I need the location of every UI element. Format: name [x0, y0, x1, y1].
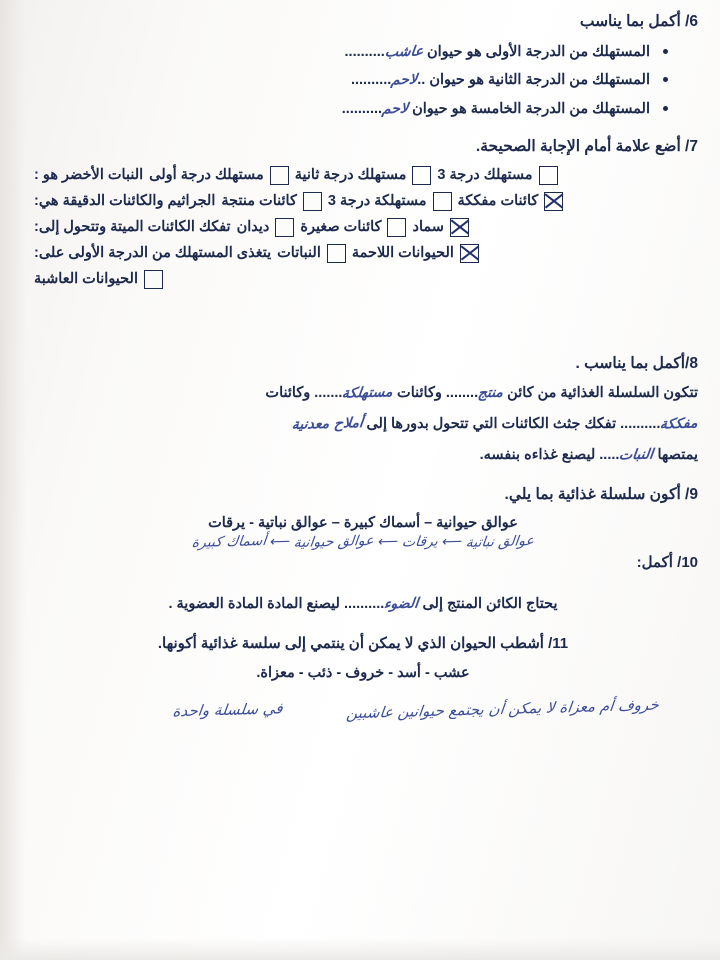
checkbox-icon[interactable] [327, 244, 346, 263]
list-item [28, 66, 668, 94]
question-8-block [28, 352, 698, 472]
q7-row-1 [28, 192, 698, 211]
q7-row-2-stem: تفكك الكائنات الميتة وتتحول إلى: [34, 219, 231, 236]
q6-item-0-dots: .......... [344, 44, 385, 61]
q7-row-0 [28, 166, 698, 185]
q8-line-2 [28, 409, 698, 440]
q7-option-2-0-label: ديدان [236, 219, 270, 236]
q6-item-1-dots: .......... [350, 72, 392, 89]
q7-option-3-1-label: الحيوانات اللاحمة [351, 245, 454, 262]
q11-items: عشب - أسد - خروف - ذئب - معزاة. [256, 665, 470, 682]
list-item [28, 95, 668, 123]
q7-option-1-0-label: كائنات منتجة [221, 193, 297, 210]
q7-option-1-1[interactable] [328, 192, 452, 211]
question-6-block [28, 10, 698, 123]
question-7-heading: 7/ أضع علامة أمام الإجابة الصحيحة. [475, 137, 698, 155]
q8-line2-answer-2: أملاح معدنية [290, 415, 364, 434]
question-6-heading: 6/ أكمل بما يناسب [579, 13, 698, 30]
q7-option-1-2[interactable] [458, 192, 564, 211]
q8-line-3 [28, 440, 698, 471]
checkbox-icon[interactable] [270, 166, 289, 185]
q7-option-1-2-label: كائنات مفككة [457, 193, 539, 210]
q8-dots-2: ....... [314, 384, 343, 401]
q7-row-0-stem: النبات الأخضر هو : [34, 167, 144, 184]
question-10-block [28, 551, 698, 619]
q8-line2-a: تفكك جثث الكائنات التي تتحول بدورها إلى [366, 416, 617, 433]
q6-item-2-dots: .......... [341, 100, 383, 117]
checkbox-icon[interactable] [387, 218, 406, 237]
checkbox-checked-icon[interactable] [460, 244, 479, 263]
q10-answer: الضوء [383, 595, 420, 613]
q8-line2-answer-1: مفككة [659, 415, 699, 433]
q8-line3-b: ليصنع غذاءه بنفسه. [479, 447, 596, 464]
q10-line-b: ليصنع المادة المادة العضوية . [168, 595, 340, 612]
checkbox-checked-icon[interactable] [450, 218, 469, 237]
q8-line1-answer-1: منتج [477, 384, 505, 402]
arrow-icon: ⟵ [377, 534, 399, 551]
q9-answer-1: يرقات [401, 533, 439, 551]
q6-item-2-text: المستهلك من الدرجة الخامسة هو حيوان [412, 100, 650, 117]
arrow-icon: ⟵ [441, 534, 463, 551]
q9-answer-0: عوالق نباتية [465, 533, 536, 552]
q7-option-0-1[interactable] [295, 166, 432, 185]
q6-item-0-text: المستهلك من الدرجة الأولى هو حيوان [426, 44, 650, 61]
question-9-heading: 9/ أكون سلسلة غذائية بما يلي. [504, 486, 698, 504]
q7-option-0-2[interactable] [437, 166, 557, 185]
q9-answer-chain [28, 533, 698, 551]
question-11-block [28, 632, 698, 726]
q7-option-1-0[interactable] [221, 192, 321, 211]
q10-line-a: يحتاج الكائن المنتج إلى [422, 595, 558, 612]
q10-dots: .......... [344, 595, 385, 612]
q7-option-3-1[interactable] [352, 244, 479, 263]
checkbox-icon[interactable] [144, 270, 163, 289]
q8-line-1 [28, 378, 698, 409]
q11-answer [28, 695, 698, 725]
q8-line1-a: تتكون السلسلة الغذائية من كائن [507, 384, 698, 401]
question-8-heading: 8/أكمل بما يناسب . [575, 354, 698, 372]
q11-answer-line-2: في سلسلة واحدة [171, 699, 284, 721]
q9-answer-3: أسماك كبيرة [190, 533, 267, 552]
q8-line3-answer: النبات [618, 446, 655, 464]
q7-row-2 [28, 218, 698, 237]
checkbox-icon[interactable] [275, 218, 294, 237]
q8-line3-a: يمتصها [657, 447, 698, 464]
q8-dots-1: ........ [445, 384, 479, 401]
q7-option-0-2-label: مستهلك درجة 3 [437, 167, 533, 184]
question-11-heading: 11/ أشطب الحيوان الذي لا يمكن أن ينتمي إلى سلسة غذائية أكونها. [157, 634, 569, 652]
q11-answer-line-1: خروف أم معزاة لا يمكن أن يجتمع حيوانين عاشبين [345, 695, 660, 723]
checkbox-icon[interactable] [433, 192, 452, 211]
q7-option-3-0[interactable] [277, 244, 346, 263]
q7-option-0-0-label: مستهلك درجة أولى [149, 167, 264, 184]
q7-row-3 [28, 244, 698, 263]
q8-line1-answer-2: مستهلكة [341, 384, 395, 402]
checkbox-icon[interactable] [539, 166, 558, 185]
q6-item-1-text: المستهلك من الدرجة الثانية هو حيوان [429, 72, 650, 89]
q7-option-2-1-label: كائنات صغيرة [300, 219, 382, 236]
list-item [28, 38, 668, 66]
question-6-items [28, 38, 698, 123]
q8-dots-4: ..... [599, 447, 620, 464]
question-7-block [28, 135, 698, 289]
question-9-block [28, 483, 698, 551]
q8-line1-b: وكائنات [397, 384, 442, 401]
q7-row-3-stem: يتغذى المستهلك من الدرجة الأولى على: [34, 245, 272, 262]
q7-option-2-1[interactable] [300, 218, 406, 237]
q7-option-0-0[interactable] [149, 166, 289, 185]
q6-item-0-answer: عاشب [383, 43, 424, 61]
q8-line1-c: وكائنات [265, 384, 311, 401]
q8-dots-3: .......... [620, 416, 661, 433]
q7-option-2-2[interactable] [412, 218, 468, 237]
q7-option-3-0-label: النباتات [277, 245, 321, 262]
q9-items: عوالق حيوانية – أسماك كبيرة – عوالق نباتية - يرقات [208, 515, 518, 532]
checkbox-checked-icon[interactable] [544, 192, 563, 211]
q7-option-2-0[interactable] [237, 218, 295, 237]
q7-row-4 [28, 270, 698, 289]
arrow-icon: ⟵ [269, 534, 291, 551]
q6-item-2-answer: لاحم [381, 100, 410, 117]
q7-option-4-0[interactable] [34, 270, 163, 289]
checkbox-icon[interactable] [412, 166, 431, 185]
q7-option-0-1-label: مستهلك درجة ثانية [294, 167, 407, 184]
q6-item-1-answer: لاحم [390, 71, 419, 89]
checkbox-icon[interactable] [303, 192, 322, 211]
question-10-heading: 10/ أكمل: [636, 554, 698, 572]
q7-option-1-1-label: مستهلكة درجة 3 [327, 193, 427, 210]
q9-answer-2: عوالق حيوانية [293, 533, 375, 552]
q10-line [28, 589, 698, 620]
q6-item-1-dots-a: .. [417, 72, 426, 89]
q7-option-2-2-label: سماد [412, 219, 444, 236]
q7-option-4-0-label: الحيوانات العاشبة [34, 271, 138, 288]
q7-row-1-stem: الجراثيم والكائنات الدقيقة هي: [34, 193, 216, 210]
